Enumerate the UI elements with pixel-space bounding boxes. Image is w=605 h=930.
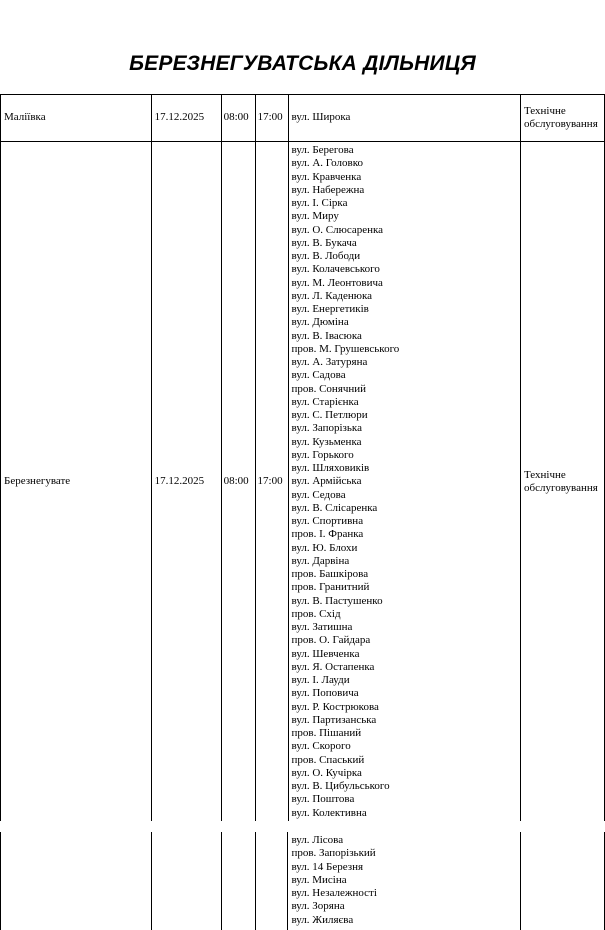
street-item: вул. Зоряна: [291, 900, 345, 913]
reason-cell: Технічне обслуговування: [521, 142, 605, 822]
street-item: пров. Спаський: [291, 753, 365, 766]
street-item: вул. Набережна: [291, 183, 365, 196]
street-item: вул. Запорізька: [291, 422, 362, 435]
street-item: пров. Гранитний: [291, 581, 370, 594]
street-item: вул. Дарвіна: [291, 554, 350, 567]
street-item: вул. Дюміна: [291, 316, 349, 329]
street-item: вул. І. Лауди: [291, 674, 350, 686]
street-item: вул. В. Лободи: [291, 250, 361, 262]
street-item: вул. Берегова: [291, 144, 354, 156]
settlement-cell: [1, 832, 152, 930]
street-item: вул. Кравченка: [291, 170, 362, 183]
street-item: вул. Горького: [291, 448, 354, 461]
street-item: вул. В. Пастушенко: [291, 594, 383, 607]
street-item: пров. І. Франка: [291, 528, 364, 541]
street-item: вул. Садова: [291, 369, 346, 382]
street-item: вул. Седова: [291, 488, 346, 501]
settlement-cell: Маліївка: [1, 95, 152, 142]
street-item: вул. В. Івасюка: [291, 329, 362, 342]
date-cell: [151, 832, 221, 930]
reason-cell: [521, 832, 605, 930]
streets-cell: [288, 142, 520, 822]
street-item: вул. В. Букача: [291, 236, 357, 249]
street-item: вул. Затишна: [291, 621, 353, 633]
street-item: вул. Поштова: [291, 793, 355, 806]
street-item: вул. Старієнка: [291, 395, 359, 408]
streets-cell: вул. Широка: [288, 95, 520, 142]
street-item: вул. Мисіна: [291, 873, 347, 886]
street-item: вул. Я. Остапенка: [291, 660, 375, 673]
street-item: вул. С. Петлюри: [291, 409, 368, 421]
street-item: пров. О. Гайдара: [291, 634, 371, 647]
time-from-cell: [221, 832, 255, 930]
street-item: вул. Ю. Блохи: [291, 541, 358, 554]
outage-row-continued: [0, 832, 605, 930]
street-item: вул. О. Слюсаренка: [291, 223, 384, 236]
street-item: вул. А. Затуряна: [291, 356, 368, 368]
street-item: вул. Колачевського: [291, 263, 380, 276]
street-item: вул. Спортивна: [291, 515, 364, 527]
street-item: вул. Скорого: [291, 740, 351, 753]
time-to-cell: 17:00: [255, 95, 288, 142]
street-item: вул. О. Кучірка: [291, 766, 362, 779]
time-from-cell: 08:00: [221, 142, 255, 822]
reason-cell: Технічне обслуговування: [520, 95, 604, 142]
street-item: вул. Незалежності: [291, 887, 377, 899]
street-item: вул. Поповича: [291, 687, 359, 700]
street-item: вул. Миру: [291, 210, 339, 223]
page-title: БЕРЕЗНЕГУВАТСЬКА ДІЛЬНИЦЯ: [129, 52, 476, 75]
street-item: пров. Запорізький: [291, 847, 376, 860]
time-from-cell: 08:00: [221, 95, 255, 142]
date-cell: 17.12.2025: [151, 95, 221, 142]
street-item: вул. В. Цибульського: [291, 780, 390, 792]
street-item: вул. Партизанська: [291, 713, 377, 726]
outage-row-bereznehuvate: [0, 141, 605, 821]
date-cell: 17.12.2025: [151, 142, 221, 822]
street-item: вул. Л. Каденюка: [291, 289, 373, 302]
street-item: вул. Жиляєва: [291, 913, 354, 926]
settlement-cell: Березнегувате: [1, 142, 152, 822]
time-to-cell: [255, 832, 288, 930]
street-item: пров. Сонячний: [291, 382, 367, 395]
streets-cell: [288, 832, 521, 930]
street-item: пров. Пішаний: [291, 727, 362, 739]
street-item: вул. А. Головко: [291, 157, 363, 170]
time-to-cell: 17:00: [255, 142, 288, 822]
street-item: пров. М. Грушевського: [291, 342, 400, 355]
street-item: вул. Кузьменка: [291, 435, 362, 448]
street-item: вул. Енергетиків: [291, 303, 369, 315]
street-item: вул. Колективна: [291, 806, 367, 819]
outage-row-malivka: [0, 94, 605, 142]
street-item: вул. Шляховиків: [291, 462, 370, 474]
street-item: вул. М. Леонтовича: [291, 276, 383, 289]
street-item: вул. 14 Березня: [291, 860, 364, 873]
street-item: вул. Шевченка: [291, 647, 360, 660]
street-item: пров. Схід: [291, 607, 341, 620]
street-item: вул. Армійська: [291, 475, 362, 488]
street-item: вул. Р. Кострюкова: [291, 700, 379, 713]
street-item: пров. Башкірова: [291, 568, 369, 580]
street-item: вул. В. Слісаренка: [291, 501, 378, 514]
street-item: вул. І. Сірка: [291, 197, 348, 209]
street-item: вул. Лісова: [291, 834, 344, 846]
